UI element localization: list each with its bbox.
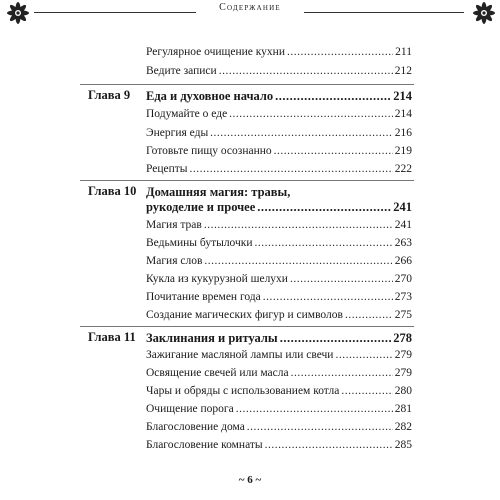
chapter-heading-line1[interactable]: Домашняя магия: травы,	[146, 185, 291, 199]
section-divider	[80, 326, 414, 327]
toc-entry[interactable]: Подумайте о еде ..... 214	[146, 107, 412, 121]
chapter-heading[interactable]: Еда и духовное начало ..... 214	[146, 88, 412, 104]
toc-entry[interactable]: Рецепты ..... 222	[146, 162, 412, 176]
toc-entry[interactable]: Готовьте пищу осознанно ..... 219	[146, 144, 412, 158]
toc-entry[interactable]: Почитание времен года ..... 273	[146, 290, 412, 304]
chapter-label: Глава 11	[88, 330, 136, 344]
toc-entry[interactable]: Кукла из кукурузной шелухи ..... 270	[146, 272, 412, 286]
running-header	[0, 0, 500, 30]
toc-entry[interactable]: Регулярное очищение кухни ..... 211	[146, 45, 412, 59]
toc-entry[interactable]: Благословение комнаты ..... 285	[146, 438, 412, 452]
toc-entry[interactable]: Чары и обряды с использованием котла ..... 280	[146, 384, 412, 398]
chapter-heading[interactable]: Заклинания и ритуалы ..... 278	[146, 330, 412, 346]
toc-entry[interactable]: Ведьмины бутылочки ..... 263	[146, 236, 412, 250]
toc-entry[interactable]: Зажигание масляной лампы или свечи ..... 279	[146, 348, 412, 362]
toc-entry[interactable]: Благословение дома ..... 282	[146, 420, 412, 434]
toc-entry[interactable]: Энергия еды ..... 216	[146, 126, 412, 140]
header-rule-right	[304, 12, 464, 13]
toc-entry[interactable]: Магия слов ..... 266	[146, 254, 412, 268]
chapter-label: Глава 10	[88, 184, 137, 198]
toc-entry[interactable]: Ведите записи ..... 212	[146, 64, 412, 78]
toc-entry[interactable]: Создание магических фигур и символов ..... 275	[146, 308, 412, 322]
star-anise-icon	[470, 0, 498, 26]
section-divider	[80, 84, 414, 85]
toc-entry[interactable]: Очищение порога ..... 281	[146, 402, 412, 416]
page-title: Содержание	[219, 2, 281, 13]
section-divider	[80, 180, 414, 181]
toc-entry[interactable]: Освящение свечей или масла ..... 279	[146, 366, 412, 380]
page-number: ~ 6 ~	[238, 474, 262, 486]
chapter-label: Глава 9	[88, 88, 131, 102]
toc-entry[interactable]: Магия трав ..... 241	[146, 218, 412, 232]
chapter-heading[interactable]: рукоделие и прочее ..... 241	[146, 199, 412, 215]
